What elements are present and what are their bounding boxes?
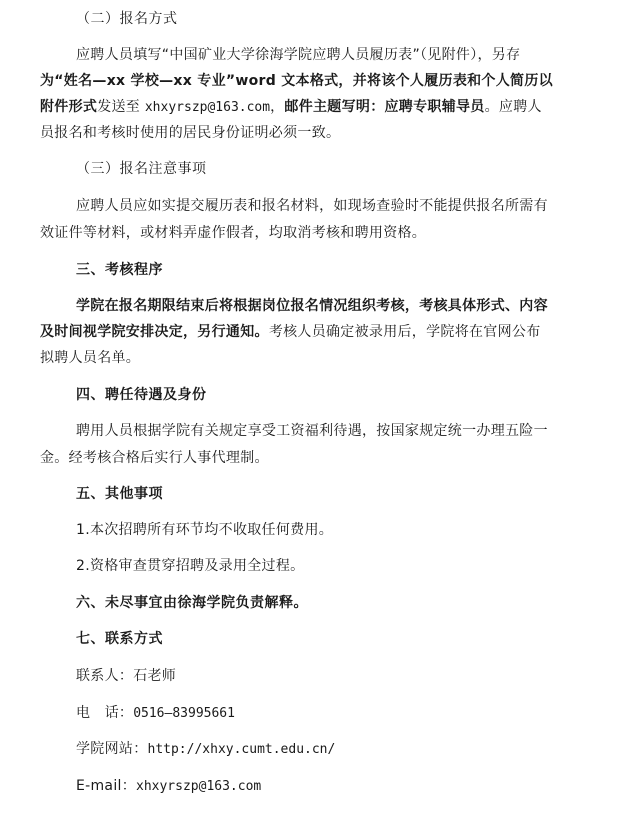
email-label: E-mail： xyxy=(76,778,136,794)
inline-bold-text: 及时间视学院安排决定，另行通知。 xyxy=(40,324,269,340)
paragraph-line: 为“姓名—xx 学校—xx 专业”word 文本格式，并将该个人履历表和个人简历以 xyxy=(40,73,553,89)
paragraph-line xyxy=(40,322,541,342)
paragraph-line: 聘用人员根据学院有关规定享受工资福利待遇，按国家规定统一办理五险一 xyxy=(76,423,548,439)
phone-label: 电 话： xyxy=(76,705,134,721)
inline-bold-text: 附件形式 xyxy=(40,99,98,115)
paragraph-line: 应聘人员填写“中国矿业大学徐海学院应聘人员履历表”（见附件），另存 xyxy=(76,47,521,63)
section-title-notes: （三）报名注意事项 xyxy=(76,161,207,177)
paragraph-line: 金。经考核合格后实行人事代理制。 xyxy=(40,450,269,466)
email-address: xhxyrszp@163.com xyxy=(144,100,271,115)
inline-text: 考核人员确定被录用后，学院将在官网公布 xyxy=(268,324,541,340)
section-title-contact: 七、联系方式 xyxy=(76,631,163,647)
contact-website xyxy=(76,739,335,760)
inline-text: 发送至 xyxy=(97,99,145,115)
list-item: 2.资格审查贯穿招聘及录用全过程。 xyxy=(76,558,305,574)
paragraph-line xyxy=(40,97,542,118)
contact-phone xyxy=(76,703,235,724)
paragraph-line: 效证件等材料，或材料弄虚作假者，均取消考核和聘用资格。 xyxy=(40,225,427,241)
list-item: 1.本次招聘所有环节均不收取任何费用。 xyxy=(76,522,334,538)
phone-value: 0516—83995661 xyxy=(133,706,235,721)
contact-person: 联系人：石老师 xyxy=(76,668,177,684)
inline-text: 。应聘人 xyxy=(484,99,542,115)
paragraph-line: 拟聘人员名单。 xyxy=(40,350,141,366)
inline-text: ， xyxy=(270,99,285,115)
section-title-other: 五、其他事项 xyxy=(76,486,163,502)
section-title-benefits: 四、聘任待遇及身份 xyxy=(76,387,207,403)
section-title-interpretation: 六、未尽事宜由徐海学院负责解释。 xyxy=(76,595,308,611)
inline-bold-text: 邮件主题写明：应聘专职辅导员 xyxy=(284,99,485,115)
section-title-signup-method: （二）报名方式 xyxy=(76,11,178,27)
paragraph-line: 员报名和考核时使用的居民身份证明必须一致。 xyxy=(40,125,341,141)
website-link[interactable]: http://xhxy.cumt.edu.cn/ xyxy=(147,742,336,757)
contact-email xyxy=(76,776,261,797)
email-link[interactable]: xhxyrszp@163.com xyxy=(136,779,262,794)
website-label: 学院网站： xyxy=(76,741,148,757)
paragraph-line: 学院在报名期限结束后将根据岗位报名情况组织考核，考核具体形式、内容 xyxy=(76,298,548,314)
paragraph-line: 应聘人员应如实提交履历表和报名材料，如现场查验时不能提供报名所需有 xyxy=(76,198,548,214)
section-title-assessment: 三、考核程序 xyxy=(76,262,163,278)
